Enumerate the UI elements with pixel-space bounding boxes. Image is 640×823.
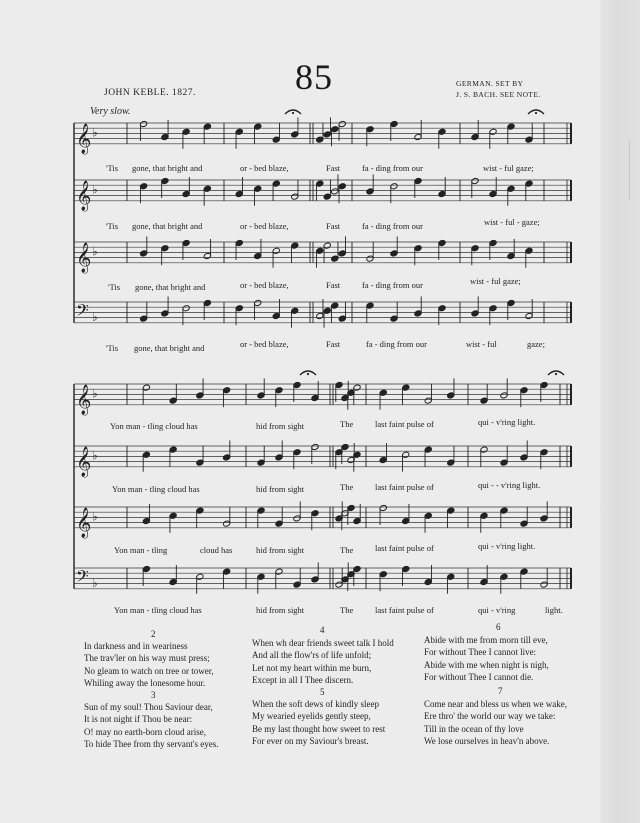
lyric: or - bed blaze, — [240, 221, 289, 231]
composer-line-1: GERMAN. SET BY — [456, 79, 524, 88]
tenor-clef-icon: 𝄞 — [76, 242, 92, 273]
lyric: Fast — [326, 339, 341, 349]
verse-text — [252, 698, 385, 747]
verse-line: The trav'ler on his way must press; — [84, 653, 210, 664]
lyric: qui - v'ring light. — [478, 541, 536, 551]
lyric: gone, that bright and — [132, 163, 203, 173]
lyric: qui - v'ring — [478, 605, 516, 615]
flat-sign-icon: ♭ — [92, 575, 98, 590]
lyric: 'Tis — [106, 343, 119, 353]
lyric: The — [340, 419, 354, 429]
treble-clef-icon: 𝄞 — [76, 123, 92, 154]
lyric: wist - ful - gaze; — [484, 217, 540, 227]
lyric: The — [340, 482, 354, 492]
lyric: hid from sight — [256, 484, 305, 494]
verse-line: Ere thro' the world our way we take: — [424, 711, 556, 722]
lyric: Yon man - tling cloud has — [112, 484, 200, 494]
lyric: gone, that bright and — [134, 343, 205, 353]
verse-line: Except in all I Thee discern. — [252, 674, 354, 685]
lyric: fa - ding from our — [362, 221, 423, 231]
verse-line: When wh dear friends sweet talk I hold — [252, 638, 394, 648]
tenor-clef-icon: 𝄞 — [76, 180, 92, 211]
verse-line: It is not night if Thou be near: — [84, 714, 193, 725]
author-credit: JOHN KEBLE. 1827. — [104, 88, 196, 98]
verse-line: For without Thee I cannot die. — [424, 671, 534, 682]
lyric: fa - ding from our — [366, 339, 427, 349]
tenor-clef-icon: 𝄞 — [76, 507, 92, 538]
verse-line: To hide Thee from thy servant's eyes. — [84, 738, 219, 749]
hymn-number: 85 — [295, 57, 333, 97]
bass-clef-icon: 𝄢 — [76, 565, 89, 590]
verse-line: Sun of my soul! Thou Saviour dear, — [84, 702, 213, 712]
lyric: cloud has — [200, 545, 233, 555]
lyric: last faint pulse of — [375, 543, 434, 553]
lyric: Yon man - tling — [114, 545, 168, 555]
verse-number: 7 — [498, 686, 503, 696]
verse-text — [84, 640, 214, 689]
verse-line: Abide with me when night is nigh, — [424, 659, 549, 670]
flat-sign-icon: ♭ — [92, 509, 98, 524]
tempo-marking: Very slow. — [90, 106, 131, 117]
verse-line: Come near and bless us when we wake, — [424, 699, 567, 709]
lyric: light. — [545, 605, 563, 615]
verse-line: Abide with me from morn till eve, — [424, 635, 548, 645]
verse-line: In darkness and in weariness — [84, 641, 188, 651]
lyric: last faint pulse of — [375, 419, 434, 429]
composer-line-2: J. S. BACH. SEE NOTE. — [456, 90, 541, 99]
verse-line: We lose ourselves in heav'n above. — [424, 735, 550, 746]
lyric: wist - ful — [466, 339, 497, 349]
fermata-dot — [292, 112, 294, 114]
verse-number: 5 — [320, 687, 325, 697]
lyric: 'Tis — [108, 282, 121, 292]
lyric: or - bed blaze, — [240, 280, 289, 290]
verse-line: For ever on my Saviour's breast. — [252, 735, 369, 746]
lyric: hid from sight — [256, 421, 305, 431]
lyric: 'Tis — [106, 221, 119, 231]
lyric: wist - ful gaze; — [483, 163, 534, 173]
verse-text — [84, 701, 219, 750]
verse-line: O! may no earth-born cloud arise, — [84, 726, 206, 737]
lyric: qui - v'ring light. — [478, 417, 536, 427]
lyric: fa - ding from our — [362, 280, 423, 290]
verse-number: 6 — [496, 622, 501, 632]
verse-text — [252, 637, 394, 686]
verse-text — [424, 698, 567, 747]
fermata-dot — [555, 373, 557, 375]
lyric: hid from sight — [256, 605, 305, 615]
flat-sign-icon: ♭ — [92, 125, 98, 140]
lyric: Fast — [326, 221, 341, 231]
verse-line: Be my last thought how sweet to rest — [252, 723, 386, 734]
verse-line: Whiling away the lonesome hour. — [84, 677, 206, 688]
verse-number: 3 — [151, 690, 156, 700]
fermata-dot — [307, 373, 309, 375]
verse-line: Till in the ocean of thy love — [424, 723, 524, 734]
lyric: Fast — [326, 163, 341, 173]
lyric: Yon man - tling cloud has — [114, 605, 202, 615]
lyric: gone, that bright and — [132, 221, 203, 231]
flat-sign-icon: ♭ — [92, 309, 98, 324]
lyric: hid from sight — [256, 545, 305, 555]
verse-line: And all the flow'rs of life unfold; — [252, 650, 372, 661]
lyric: The — [340, 605, 354, 615]
tenor-clef-icon: 𝄞 — [76, 446, 92, 477]
verse-line: Let not my heart within me burn, — [252, 662, 372, 673]
fermata-dot — [535, 112, 537, 114]
treble-clef-icon: 𝄞 — [76, 384, 92, 415]
lyric: gone, that bright and — [135, 282, 206, 292]
lyric: gaze; — [527, 339, 545, 349]
lyric: fa - ding from our — [362, 163, 423, 173]
verse-line: No gleam to watch on tree or tower, — [84, 665, 214, 676]
lyric: qui - - v'ring light. — [478, 480, 541, 490]
lyric: 'Tis — [106, 163, 119, 173]
lyric: last faint pulse of — [375, 605, 434, 615]
verse-text — [424, 634, 549, 683]
lyric: wist - ful gaze; — [470, 276, 521, 286]
verse-line: When the soft dews of kindly sleep — [252, 699, 379, 709]
verse-line: My wearied eyelids gently steep, — [252, 711, 371, 722]
lyric: or - bed blaze, — [240, 163, 289, 173]
lyric: last faint pulse of — [375, 482, 434, 492]
flat-sign-icon: ♭ — [92, 386, 98, 401]
verse-number: 2 — [151, 629, 156, 639]
bass-clef-icon: 𝄢 — [76, 299, 89, 324]
flat-sign-icon: ♭ — [92, 182, 98, 197]
lyric: or - bed blaze, — [240, 339, 289, 349]
lyric: Fast — [326, 280, 341, 290]
verse-number: 4 — [320, 625, 325, 635]
verse-line: For without Thee I cannot live: — [424, 647, 537, 658]
lyric: Yon man - tling cloud has — [110, 421, 198, 431]
flat-sign-icon: ♭ — [92, 244, 98, 259]
flat-sign-icon: ♭ — [92, 448, 98, 463]
lyric: The — [340, 545, 354, 555]
